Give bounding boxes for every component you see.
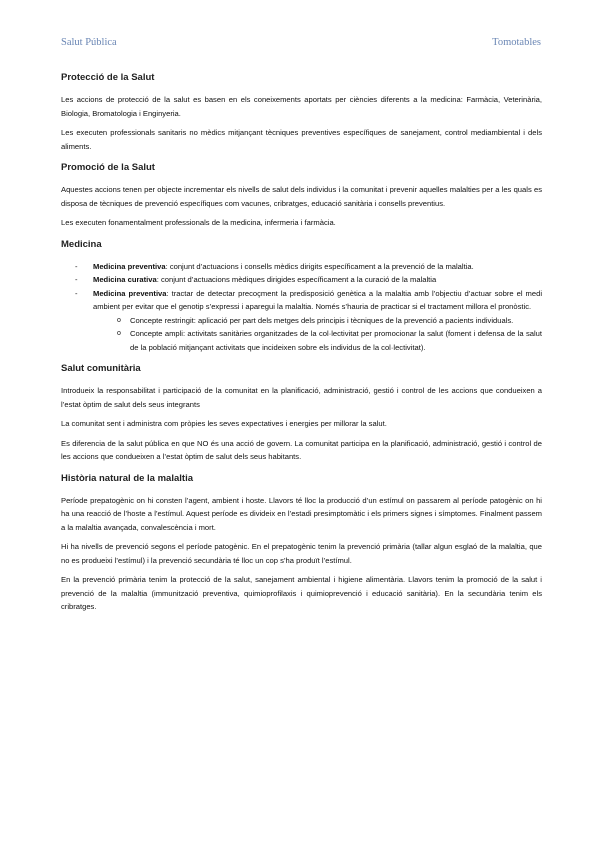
list-item-text: : conjunt d’actuacions i consells mèdics dirigits específicament a la prevenció de la malaltia.	[165, 261, 474, 271]
paragraph: Aquestes accions tenen per objecte incrementar els nivells de salut dels individus i la comunitat i prevenir aquelles malalties per a les quals es disposa de tècniques de prevenció específiques com vacunes, cribratges, educació sanitària i consells preventius.	[61, 185, 542, 208]
paragraph: Període prepatogènic on hi consten l’agent, ambient i hoste. Llavors té lloc la producció d’un estímul on passarem al període patogènic on hi ha una reacció de l’hoste a l’estímul. Aquest període es divideix en l’estadi presimptomàtic i els primers signes i símptomes. Finalment passem a la malaltia avançada, convalescència i mort.	[61, 495, 542, 532]
paragraph: Les executen professionals sanitaris no mèdics mitjançant tècniques preventives específiques de sanejament, control mediambiental i dels aliments.	[61, 128, 542, 151]
paragraph: Les executen fonamentalment professionals de la medicina, infermeria i farmàcia.	[61, 218, 336, 227]
sub-list-item	[61, 327, 542, 354]
paragraph: Hi ha nivells de prevenció segons el període patogènic. En el prepatogènic tenim la prevenció primària (tallar algun esglaó de la malaltia, que no es produeixi l’estímul) i la prevenció secundària té lloc un cop s’ha produït l’estímul.	[61, 542, 542, 565]
dash-bullet: -	[75, 288, 78, 298]
dash-bullet: -	[75, 261, 78, 271]
section-title: Protecció de la Salut	[61, 72, 155, 83]
list-item	[61, 273, 542, 287]
medicina-list	[61, 260, 542, 355]
header-left: Salut Pública	[61, 37, 117, 48]
document-body	[61, 72, 542, 623]
list-item-term: Medicina curativa	[93, 275, 157, 284]
list-item-term: Medicina preventiva	[93, 288, 167, 298]
sub-list-item-text: Concepte ampli: activitats sanitàries organitzades de la col·lectivitat per promocionar la salut (foment i defensa de la salut de la població mitjançant activitats que incideixen sobre els individus de la col·lectivitat).	[130, 329, 542, 352]
section-promocio	[61, 162, 542, 230]
section-comunitaria	[61, 363, 542, 464]
section-title: Medicina	[61, 238, 102, 250]
section-title: Salut comunitària	[61, 363, 141, 374]
list-item	[61, 260, 542, 274]
section-title: Promoció de la Salut	[61, 162, 155, 173]
dash-bullet: -	[75, 275, 78, 284]
sub-list	[93, 314, 542, 355]
list-item-text: : tractar de detectar precoçment la predisposició genètica a la malaltia amb l’objectiu d’actuar sobre el medi ambient per evitar que el genotip s’expressi i aparegui la malaltia. Només s’hauria de practicar si el tractament millora el pronòstic.	[93, 288, 543, 311]
list-item	[61, 287, 542, 355]
list-item-text: : conjunt d’actuacions mèdiques dirigides específicament a la curació de la malaltia	[156, 275, 437, 284]
header-right: Tomotables	[492, 37, 541, 48]
paragraph: Introdueix la responsabilitat i participació de la comunitat en la planificació, administració, gestió i control de les accions que condueixen a l’estat òptim de salut dels seus integrants	[61, 386, 542, 409]
section-proteccio	[61, 72, 542, 153]
list-item-term: Medicina preventiva	[93, 261, 166, 271]
sub-list-item-text: Concepte restringit: aplicació per part dels metges dels principis i tècniques de la prevenció a pacients individuals.	[130, 315, 514, 325]
paragraph: Les accions de protecció de la salut es basen en els coneixements aportats per ciències diferents a la medicina: Farmàcia, Veterinària, Biologia, Bromatologia i Enginyeria.	[61, 95, 542, 118]
circle-bullet: o	[117, 316, 121, 324]
paragraph: En la prevenció primària tenim la protecció de la salut, sanejament ambiental i higiene alimentària. Llavors tenim la promoció de la salut i prevenció de la malaltia (immunització preventiva, quimioprofilaxis i quimioprevenció i educació sanitària). En la secundària tenim els cribratges.	[61, 575, 542, 611]
paragraph: Es diferencia de la salut pública en que NO és una acció de govern. La comunitat participa en la planificació, administració, gestió i control de les accions que condueixen a l’estat òptim de salut dels seus habitants.	[61, 438, 542, 461]
section-historia	[61, 473, 542, 614]
circle-bullet: o	[117, 330, 121, 337]
section-medicina	[61, 239, 542, 355]
sub-list-item	[61, 314, 542, 328]
section-title: Història natural de la malaltia	[61, 472, 193, 484]
paragraph: La comunitat sent i administra com pròpies les seves expectatives i energies per millorar la salut.	[61, 419, 387, 428]
